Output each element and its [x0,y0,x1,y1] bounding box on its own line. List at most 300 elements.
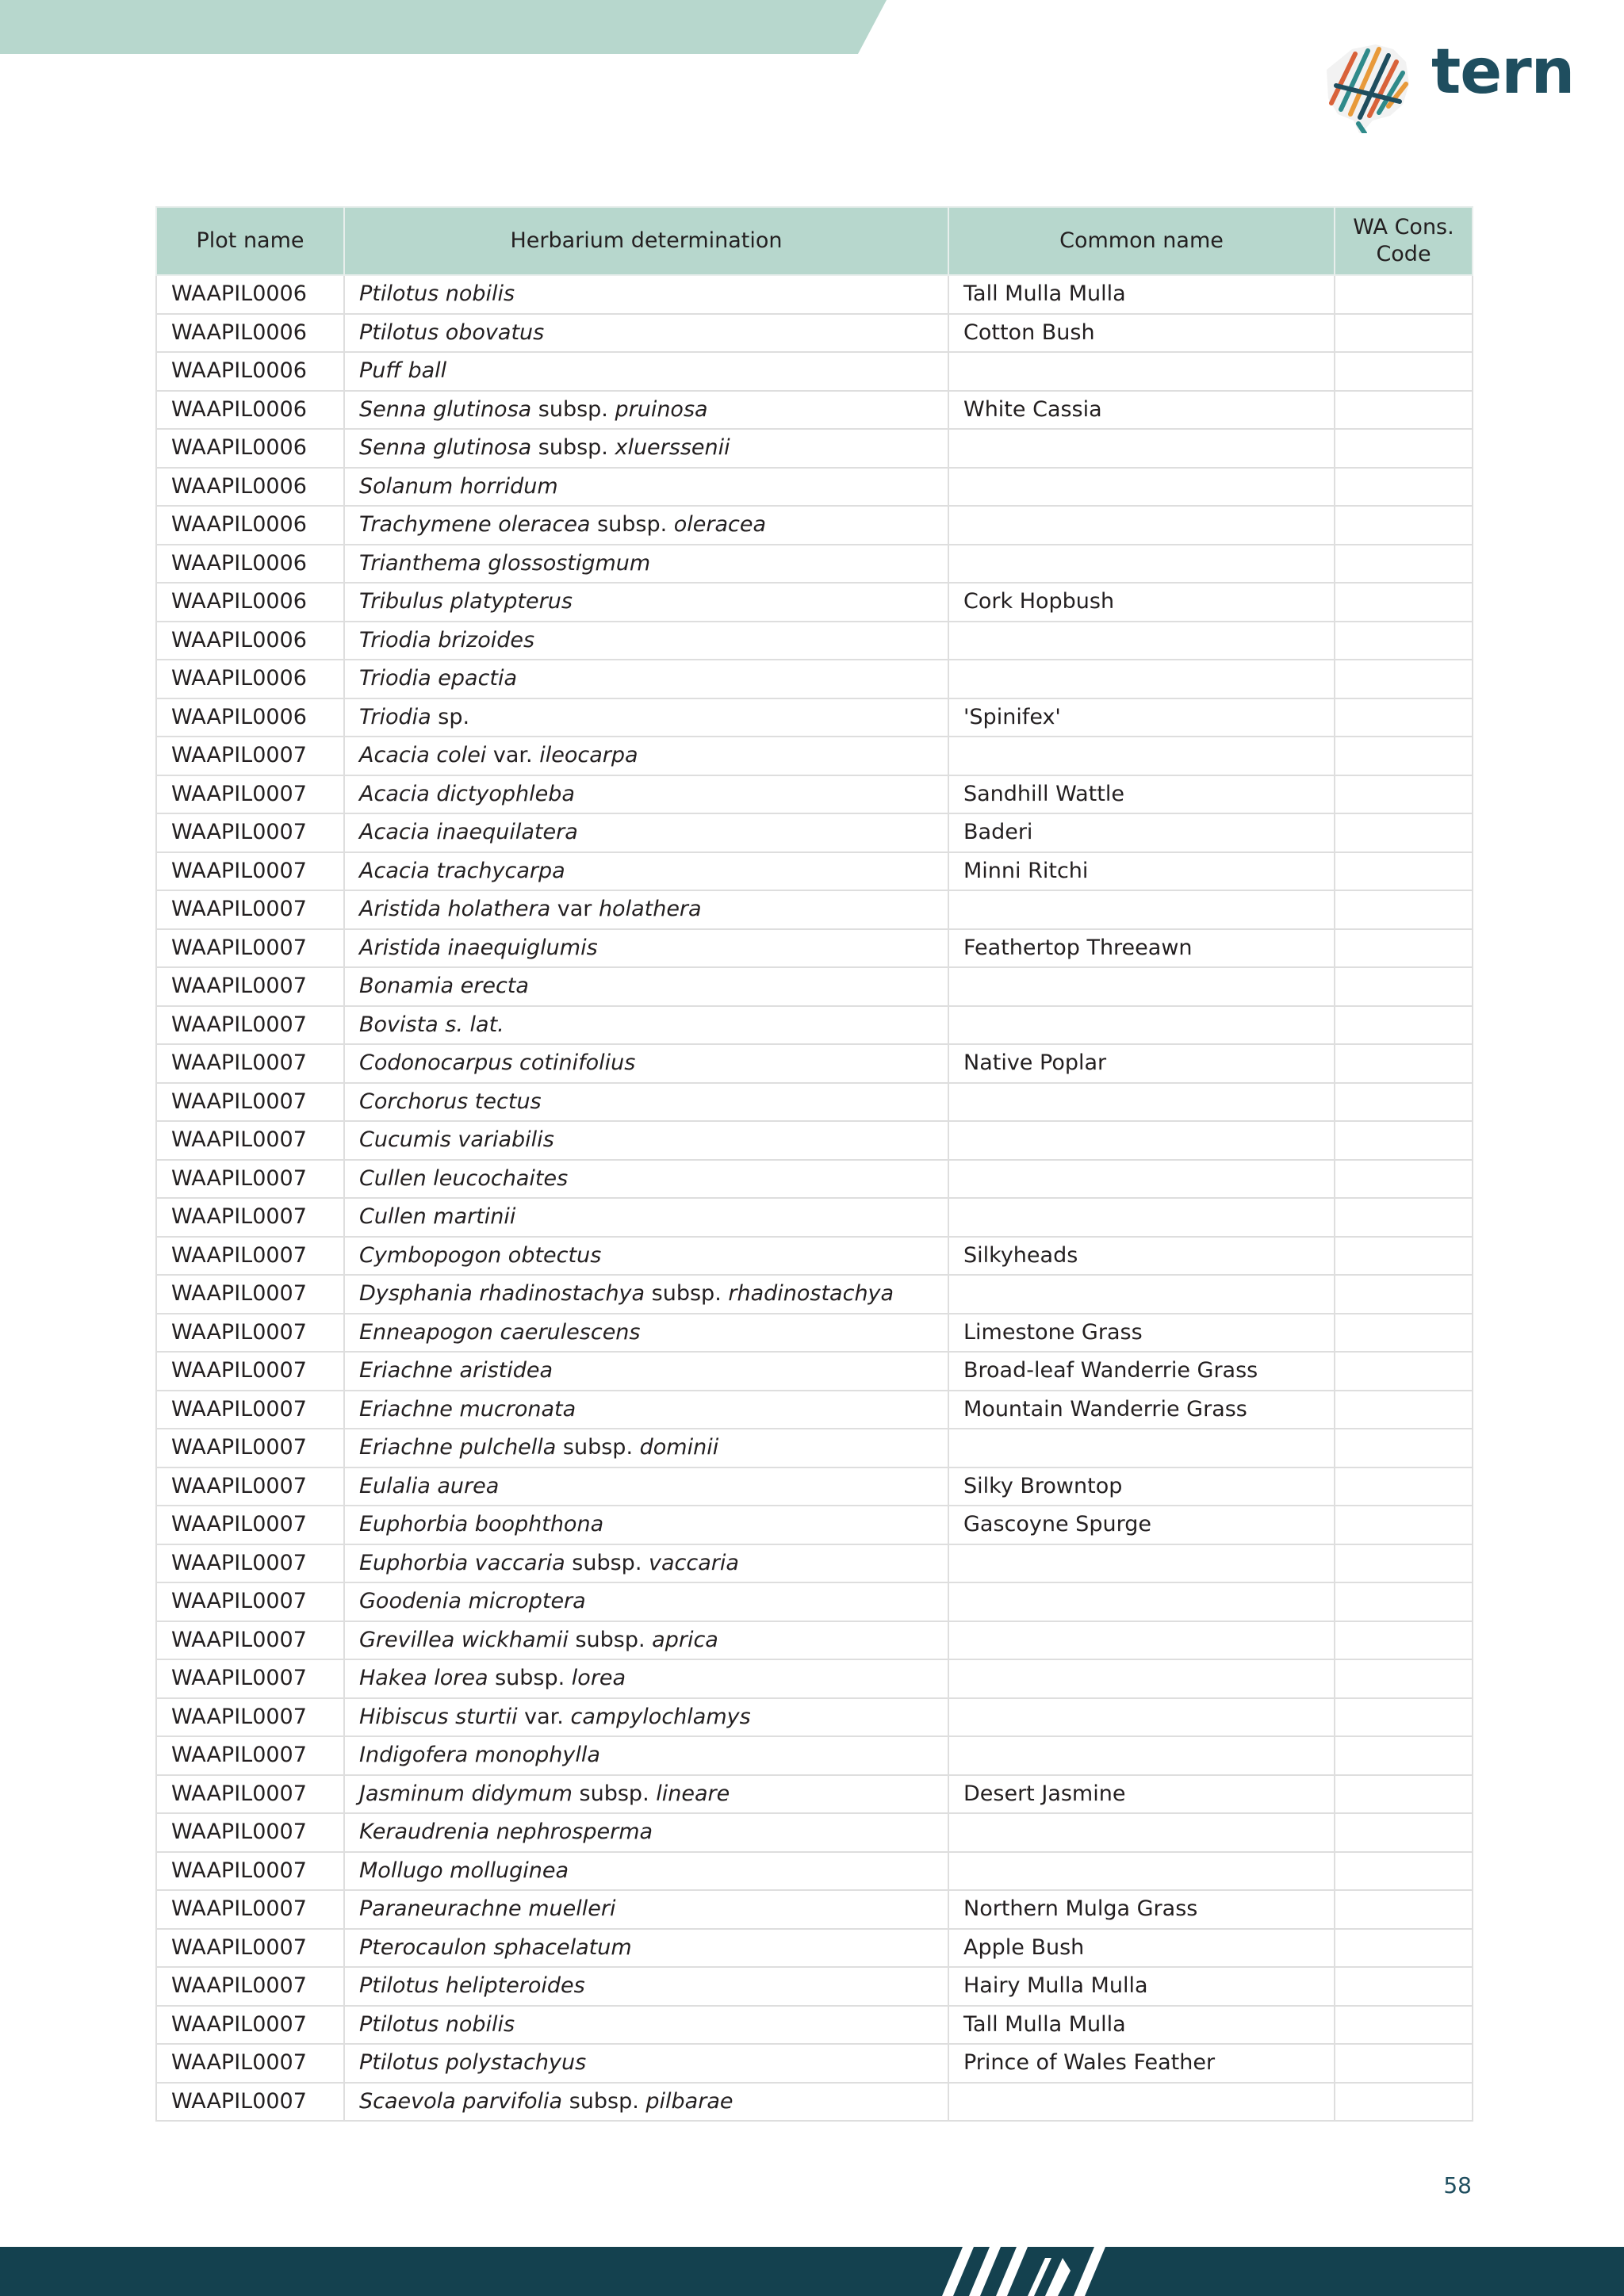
common-name-cell [948,622,1335,660]
common-name-cell [948,1006,1335,1045]
table-row [156,1237,1473,1276]
wa-cons-code-cell [1335,1506,1473,1544]
plot-name-cell: WAAPIL0007 [156,1391,344,1429]
taxon-name-part: Cullen martinii [359,1204,516,1230]
plot-name-cell: WAAPIL0007 [156,775,344,814]
common-name-cell: Native Poplar [948,1044,1335,1083]
plot-name-cell: WAAPIL0007 [156,1429,344,1468]
common-name-cell: Sandhill Wattle [948,775,1335,814]
table-row [156,1352,1473,1391]
plot-name-cell: WAAPIL0006 [156,352,344,391]
table-row [156,1967,1473,2006]
wa-cons-code-cell [1335,583,1473,622]
plot-name-cell: WAAPIL0007 [156,1929,344,1968]
wa-cons-code-cell [1335,545,1473,584]
plot-name-cell: WAAPIL0007 [156,1468,344,1506]
wa-cons-code-cell [1335,275,1473,314]
herbarium-determination-cell [344,1083,948,1122]
herbarium-determination-cell [344,1967,948,2006]
rank-text: subsp. [645,1281,729,1307]
taxon-name-part: Paraneurachne muelleri [359,1896,616,1922]
header-common-name: Common name [948,207,1335,275]
taxon-name-part: Grevillea wickhamii [359,1627,569,1652]
rank-text: subsp. [531,435,615,461]
taxon-name-part: Ptilotus helipteroides [359,1973,585,1999]
plot-name-cell: WAAPIL0006 [156,314,344,353]
herbarium-determination-cell [344,1006,948,1045]
wa-cons-code-cell [1335,1852,1473,1891]
plot-name-cell: WAAPIL0007 [156,2083,344,2122]
table-row [156,1813,1473,1852]
table-row [156,429,1473,468]
plot-name-cell: WAAPIL0007 [156,1698,344,1737]
common-name-cell: Tall Mulla Mulla [948,2006,1335,2045]
table-row [156,1736,1473,1775]
taxon-name-part: Eriachne pulchella [359,1435,557,1460]
taxon-name-part: aprica [652,1627,718,1652]
plot-name-cell: WAAPIL0007 [156,1544,344,1583]
wa-cons-code-cell [1335,737,1473,775]
common-name-cell [948,506,1335,545]
plot-name-cell: WAAPIL0007 [156,1506,344,1544]
table-row [156,2044,1473,2083]
taxon-name-part: campylochlamys [570,1704,751,1729]
wa-cons-code-cell [1335,1775,1473,1814]
plot-name-cell: WAAPIL0007 [156,967,344,1006]
common-name-cell [948,1736,1335,1775]
taxon-name-part: Tribulus platypterus [359,589,573,614]
herbarium-determination-cell [344,929,948,968]
wa-cons-code-cell [1335,1237,1473,1276]
plot-name-cell: WAAPIL0007 [156,1852,344,1891]
table-row [156,1506,1473,1544]
rank-text: sp. [431,704,470,729]
table-row [156,1391,1473,1429]
table-row [156,468,1473,507]
herbarium-determination-cell [344,1237,948,1276]
table-row [156,929,1473,968]
common-name-cell [948,1544,1335,1583]
common-name-cell [948,2083,1335,2122]
taxon-name-part: Acacia colei [359,743,487,768]
herbarium-determination-cell [344,314,948,353]
taxon-name-part: Corchorus tectus [359,1089,542,1114]
herbarium-determination-cell [344,275,948,314]
common-name-cell: Silky Browntop [948,1468,1335,1506]
wa-cons-code-cell [1335,1352,1473,1391]
taxon-name-part: Ptilotus nobilis [359,2011,515,2037]
table-row [156,1275,1473,1314]
taxon-name-part: Acacia dictyophleba [359,781,575,806]
wa-cons-code-cell [1335,391,1473,430]
table-row [156,890,1473,929]
common-name-cell [948,1198,1335,1237]
taxon-name-part: holathera [598,897,702,922]
common-name-cell [948,660,1335,698]
rank-text: var. [486,743,540,768]
wa-cons-code-cell [1335,1967,1473,2006]
herbarium-determination-cell [344,1352,948,1391]
taxon-name-part: Ptilotus obovatus [359,320,545,345]
plot-name-cell: WAAPIL0007 [156,1083,344,1122]
plot-name-cell: WAAPIL0006 [156,698,344,737]
table-row [156,1698,1473,1737]
plot-name-cell: WAAPIL0007 [156,1659,344,1698]
taxon-name-part: lineare [656,1781,730,1806]
plot-name-cell: WAAPIL0006 [156,583,344,622]
wa-cons-code-cell [1335,429,1473,468]
common-name-cell [948,1582,1335,1621]
herbarium-determination-cell [344,391,948,430]
herbarium-determination-cell [344,1391,948,1429]
taxon-name-part: Solanum horridum [359,473,558,499]
wa-cons-code-cell [1335,1391,1473,1429]
table-header-row [156,207,1473,275]
wa-cons-code-cell [1335,1929,1473,1968]
common-name-cell: 'Spinifex' [948,698,1335,737]
table-row [156,1006,1473,1045]
herbarium-determination-cell [344,622,948,660]
herbarium-determination-cell [344,1621,948,1660]
plot-name-cell: WAAPIL0007 [156,1967,344,2006]
wa-cons-code-cell [1335,1121,1473,1160]
herbarium-determination-cell [344,468,948,507]
table-row [156,1429,1473,1468]
plot-name-cell: WAAPIL0007 [156,1813,344,1852]
wa-cons-code-cell [1335,314,1473,353]
taxon-name-part: Trachymene oleracea [359,512,591,538]
wa-cons-code-cell [1335,1813,1473,1852]
common-name-cell: Tall Mulla Mulla [948,275,1335,314]
common-name-cell [948,545,1335,584]
table-row [156,622,1473,660]
table-row [156,2006,1473,2045]
herbarium-determination-cell [344,852,948,891]
table-row [156,1083,1473,1122]
wa-cons-code-cell [1335,1621,1473,1660]
taxon-name-part: Goodenia microptera [359,1589,586,1614]
common-name-cell [948,967,1335,1006]
table-row [156,813,1473,852]
plot-name-cell: WAAPIL0007 [156,1198,344,1237]
common-name-cell: Silkyheads [948,1237,1335,1276]
rank-text: subsp. [572,1781,657,1806]
taxon-name-part: lorea [571,1666,626,1691]
header-plot-name: Plot name [156,207,344,275]
taxon-name-part: Euphorbia boophthona [359,1512,604,1537]
tern-logo-wordmark: tern [1431,36,1575,108]
header-wa-cons-code: WA Cons. Code [1335,207,1473,275]
common-name-cell: Baderi [948,813,1335,852]
table-row [156,967,1473,1006]
herbarium-determination-cell [344,967,948,1006]
wa-cons-code-cell [1335,813,1473,852]
table-row [156,1852,1473,1891]
herbarium-determination-cell [344,698,948,737]
herbarium-determination-cell [344,890,948,929]
taxon-name-part: oleracea [673,512,767,538]
taxon-name-part: Ptilotus polystachyus [359,2050,587,2076]
herbarium-determination-cell [344,660,948,698]
taxon-name-part: Acacia inaequilatera [359,820,578,845]
common-name-cell: Broad-leaf Wanderrie Grass [948,1352,1335,1391]
wa-cons-code-cell [1335,2083,1473,2122]
herbarium-determination-cell [344,1852,948,1891]
plot-name-cell: WAAPIL0007 [156,1621,344,1660]
table-row [156,1160,1473,1199]
wa-cons-code-cell [1335,967,1473,1006]
taxon-name-part: Mollugo molluginea [359,1858,569,1883]
table-row [156,1121,1473,1160]
table-row [156,1198,1473,1237]
taxon-name-part: Enneapogon caerulescens [359,1319,641,1345]
herbarium-determination-cell [344,1929,948,1968]
table-row [156,737,1473,775]
taxon-name-part: Acacia trachycarpa [359,858,565,883]
plot-name-cell: WAAPIL0007 [156,1121,344,1160]
wa-cons-code-cell [1335,1044,1473,1083]
common-name-cell [948,429,1335,468]
herbarium-determination-cell [344,583,948,622]
common-name-cell: Minni Ritchi [948,852,1335,891]
herbarium-determination-cell [344,2006,948,2045]
herbarium-determination-cell [344,1736,948,1775]
herbarium-determination-cell [344,1198,948,1237]
taxon-name-part: Bonamia erecta [359,974,529,999]
taxon-name-part: Euphorbia vaccaria [359,1550,565,1575]
herbarium-determination-cell [344,1698,948,1737]
wa-cons-code-cell [1335,1890,1473,1929]
header-herbarium-determination: Herbarium determination [344,207,948,275]
herbarium-determination-cell [344,737,948,775]
taxon-name-part: Senna glutinosa [359,396,532,422]
wa-cons-code-cell [1335,1468,1473,1506]
herbarium-determination-cell [344,1160,948,1199]
taxon-name-part: Codonocarpus cotinifolius [359,1050,636,1076]
wa-cons-code-cell [1335,2006,1473,2045]
taxon-name-part: xluerssenii [615,435,730,461]
wa-cons-code-cell [1335,698,1473,737]
wa-cons-code-cell [1335,852,1473,891]
table-body [156,275,1473,2121]
plot-name-cell: WAAPIL0007 [156,2044,344,2083]
herbarium-determination-cell [344,2083,948,2122]
plot-name-cell: WAAPIL0007 [156,1582,344,1621]
wa-cons-code-cell [1335,929,1473,968]
common-name-cell: Cork Hopbush [948,583,1335,622]
plot-name-cell: WAAPIL0007 [156,1237,344,1276]
plot-name-cell: WAAPIL0006 [156,545,344,584]
common-name-cell: Northern Mulga Grass [948,1890,1335,1929]
herbarium-determination-cell [344,1044,948,1083]
table-row [156,275,1473,314]
herbarium-determination-cell [344,1544,948,1583]
common-name-cell: Desert Jasmine [948,1775,1335,1814]
table-row [156,1468,1473,1506]
table-row [156,1544,1473,1583]
table-row [156,314,1473,353]
common-name-cell [948,1698,1335,1737]
herbarium-determination-cell [344,1314,948,1353]
common-name-cell [948,1852,1335,1891]
taxon-name-part: Eulalia aurea [359,1473,500,1498]
common-name-cell [948,352,1335,391]
common-name-cell [948,1621,1335,1660]
table-row [156,852,1473,891]
taxon-name-part: Ptilotus nobilis [359,281,515,307]
herbarium-determination-cell [344,352,948,391]
wa-cons-code-cell [1335,775,1473,814]
table-row [156,1890,1473,1929]
wa-cons-code-cell [1335,506,1473,545]
taxon-name-part: Dysphania rhadinostachya [359,1281,645,1307]
herbarium-determination-cell [344,506,948,545]
common-name-cell [948,1160,1335,1199]
plot-name-cell: WAAPIL0007 [156,813,344,852]
rank-text: subsp. [488,1666,572,1691]
taxon-name-part: Senna glutinosa [359,435,532,461]
common-name-cell: Hairy Mulla Mulla [948,1967,1335,2006]
herbarium-determination-cell [344,1582,948,1621]
taxon-name-part: Aristida inaequiglumis [359,935,598,960]
wa-cons-code-cell [1335,2044,1473,2083]
taxon-name-part: Triodia [359,704,431,729]
plot-name-cell: WAAPIL0007 [156,1890,344,1929]
taxon-name-part: Hibiscus sturtii [359,1704,518,1729]
herbarium-determination-cell [344,1468,948,1506]
table-row [156,1929,1473,1968]
plot-name-cell: WAAPIL0006 [156,468,344,507]
taxon-name-part: Triodia brizoides [359,627,535,652]
table-row [156,698,1473,737]
plot-name-cell: WAAPIL0007 [156,1044,344,1083]
plot-name-cell: WAAPIL0007 [156,737,344,775]
common-name-cell: Cotton Bush [948,314,1335,353]
taxon-name-part: Eriachne aristidea [359,1358,553,1383]
table-row [156,352,1473,391]
taxon-name-part: Indigofera monophylla [359,1743,600,1768]
plot-name-cell: WAAPIL0006 [156,660,344,698]
plot-name-cell: WAAPIL0007 [156,1275,344,1314]
common-name-cell [948,737,1335,775]
taxon-name-part: vaccaria [649,1550,739,1575]
wa-cons-code-cell [1335,1275,1473,1314]
taxon-name-part: Hakea lorea [359,1666,488,1691]
taxon-name-part: ileocarpa [539,743,638,768]
herbarium-determination-cell [344,1890,948,1929]
wa-cons-code-cell [1335,1698,1473,1737]
rank-text: subsp. [531,396,615,422]
taxon-name-part: Scaevola parvifolia [359,2088,563,2114]
taxon-name-part: pilbarae [645,2088,733,2114]
herbarium-determination-cell [344,1506,948,1544]
common-name-cell: Feathertop Threeawn [948,929,1335,968]
wa-cons-code-cell [1335,1429,1473,1468]
plot-name-cell: WAAPIL0007 [156,1775,344,1814]
wa-cons-code-cell [1335,660,1473,698]
page-number: 58 [1443,2172,1472,2198]
table-row [156,660,1473,698]
wa-cons-code-cell [1335,1582,1473,1621]
plot-name-cell: WAAPIL0007 [156,1006,344,1045]
taxon-name-part: Cymbopogon obtectus [359,1242,602,1268]
footer-band [0,2247,1624,2296]
plot-name-cell: WAAPIL0006 [156,622,344,660]
taxon-name-part: Bovista s. lat. [359,1012,504,1037]
taxon-name-part: Aristida holathera [359,897,551,922]
common-name-cell [948,1275,1335,1314]
plot-name-cell: WAAPIL0006 [156,429,344,468]
taxon-name-part: pruinosa [615,396,708,422]
wa-cons-code-cell [1335,1736,1473,1775]
wa-cons-code-cell [1335,1198,1473,1237]
table-row [156,775,1473,814]
plot-name-cell: WAAPIL0007 [156,852,344,891]
wa-cons-code-cell [1335,1083,1473,1122]
plot-name-cell: WAAPIL0007 [156,1314,344,1353]
taxon-name-part: dominii [639,1435,719,1460]
table-row [156,583,1473,622]
taxon-name-part: Triodia epactia [359,666,518,691]
herbarium-determination-cell [344,775,948,814]
herbarium-determination-cell [344,2044,948,2083]
taxon-name-part: Cucumis variabilis [359,1127,554,1153]
table-row [156,506,1473,545]
rank-text: subsp. [562,2088,646,2114]
wa-cons-code-cell [1335,468,1473,507]
common-name-cell [948,1083,1335,1122]
plot-name-cell: WAAPIL0006 [156,506,344,545]
rank-text: subsp. [556,1435,640,1460]
wa-cons-code-cell [1335,1544,1473,1583]
common-name-cell: Apple Bush [948,1929,1335,1968]
plot-name-cell: WAAPIL0007 [156,929,344,968]
herbarium-determination-cell [344,1429,948,1468]
common-name-cell [948,1813,1335,1852]
taxon-name-part: Trianthema glossostigmum [359,550,651,576]
table-row [156,1775,1473,1814]
header-accent-band [0,0,888,54]
table-row [156,545,1473,584]
herbarium-determination-cell [344,1659,948,1698]
table-row [156,1044,1473,1083]
rank-text: var [550,897,599,922]
common-name-cell [948,1659,1335,1698]
common-name-cell [948,1429,1335,1468]
herbarium-determination-cell [344,1813,948,1852]
herbarium-determination-cell [344,813,948,852]
table-row [156,1621,1473,1660]
rank-text: var. [517,1704,571,1729]
common-name-cell [948,890,1335,929]
herbarium-determination-cell [344,545,948,584]
plot-name-cell: WAAPIL0006 [156,391,344,430]
species-table [155,206,1473,2122]
table-row [156,1659,1473,1698]
wa-cons-code-cell [1335,1314,1473,1353]
plot-name-cell: WAAPIL0007 [156,1736,344,1775]
herbarium-determination-cell [344,429,948,468]
plot-name-cell: WAAPIL0007 [156,1160,344,1199]
table-row [156,1314,1473,1353]
table-row [156,2083,1473,2122]
taxon-name-part: Eriachne mucronata [359,1396,576,1422]
common-name-cell: White Cassia [948,391,1335,430]
wa-cons-code-cell [1335,1160,1473,1199]
wa-cons-code-cell [1335,1006,1473,1045]
plot-name-cell: WAAPIL0007 [156,1352,344,1391]
wa-cons-code-cell [1335,890,1473,929]
